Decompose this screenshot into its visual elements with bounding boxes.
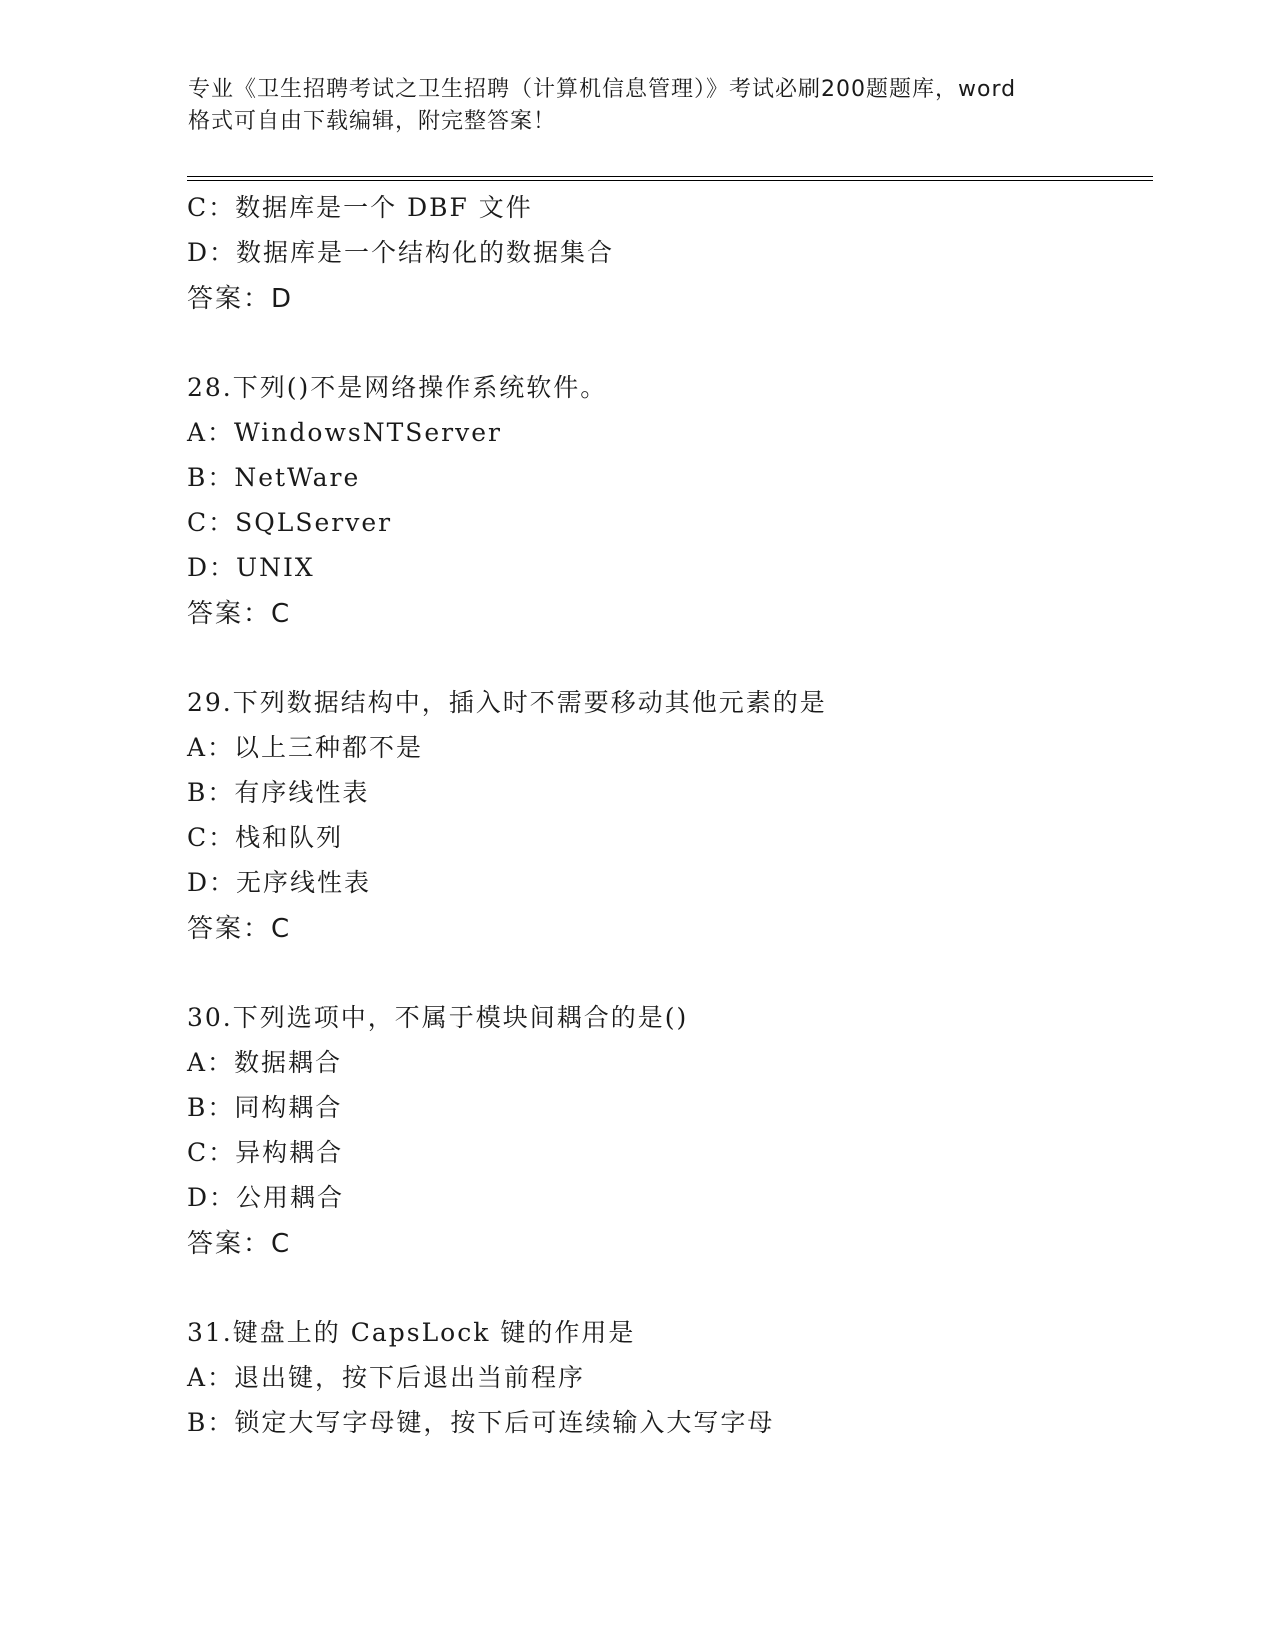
q29-option-d: D：无序线性表 <box>187 868 372 897</box>
header-title-line-2: 格式可自由下载编辑，附完整答案！ <box>188 109 557 134</box>
q29-question: 29.下列数据结构中，插入时不需要移动其他元素的是 <box>187 688 827 717</box>
q29-option-a: A：以上三种都不是 <box>187 733 424 762</box>
header-title-line-1: 专业《卫生招聘考试之卫生招聘（计算机信息管理）》考试必刷200题题库，word <box>188 77 1017 102</box>
q30-answer: 答案：C <box>187 1229 292 1259</box>
q30-option-d: D：公用耦合 <box>187 1183 345 1212</box>
q29-option-c: C：栈和队列 <box>187 823 344 852</box>
q30-option-a: A：数据耦合 <box>187 1048 343 1077</box>
q28-option-b: B：NetWare <box>187 463 361 492</box>
q31-option-b: B：锁定大写字母键，按下后可连续输入大写字母 <box>187 1408 775 1437</box>
q28-question: 28.下列()不是网络操作系统软件。 <box>187 373 608 402</box>
q30-question: 30.下列选项中，不属于模块间耦合的是() <box>187 1003 689 1032</box>
q27-option-c: C：数据库是一个 DBF 文件 <box>187 193 533 222</box>
q27-option-d: D：数据库是一个结构化的数据集合 <box>187 238 615 267</box>
q28-option-d: D：UNIX <box>187 553 315 582</box>
q30-option-c: C：异构耦合 <box>187 1138 344 1167</box>
q29-option-b: B：有序线性表 <box>187 778 370 807</box>
q27-answer: 答案：D <box>187 284 294 314</box>
q28-answer: 答案：C <box>187 599 292 629</box>
q29-answer: 答案：C <box>187 914 292 944</box>
header-rule-top <box>187 176 1153 177</box>
q28-option-c: C：SQLServer <box>187 508 393 537</box>
header-rule-bottom <box>187 180 1153 181</box>
q28-option-a: A：WindowsNTServer <box>187 418 502 447</box>
document-header <box>188 74 1088 138</box>
q31-question: 31.键盘上的 CapsLock 键的作用是 <box>187 1318 636 1347</box>
q31-option-a: A：退出键，按下后退出当前程序 <box>187 1363 586 1392</box>
q30-option-b: B：同构耦合 <box>187 1093 343 1122</box>
